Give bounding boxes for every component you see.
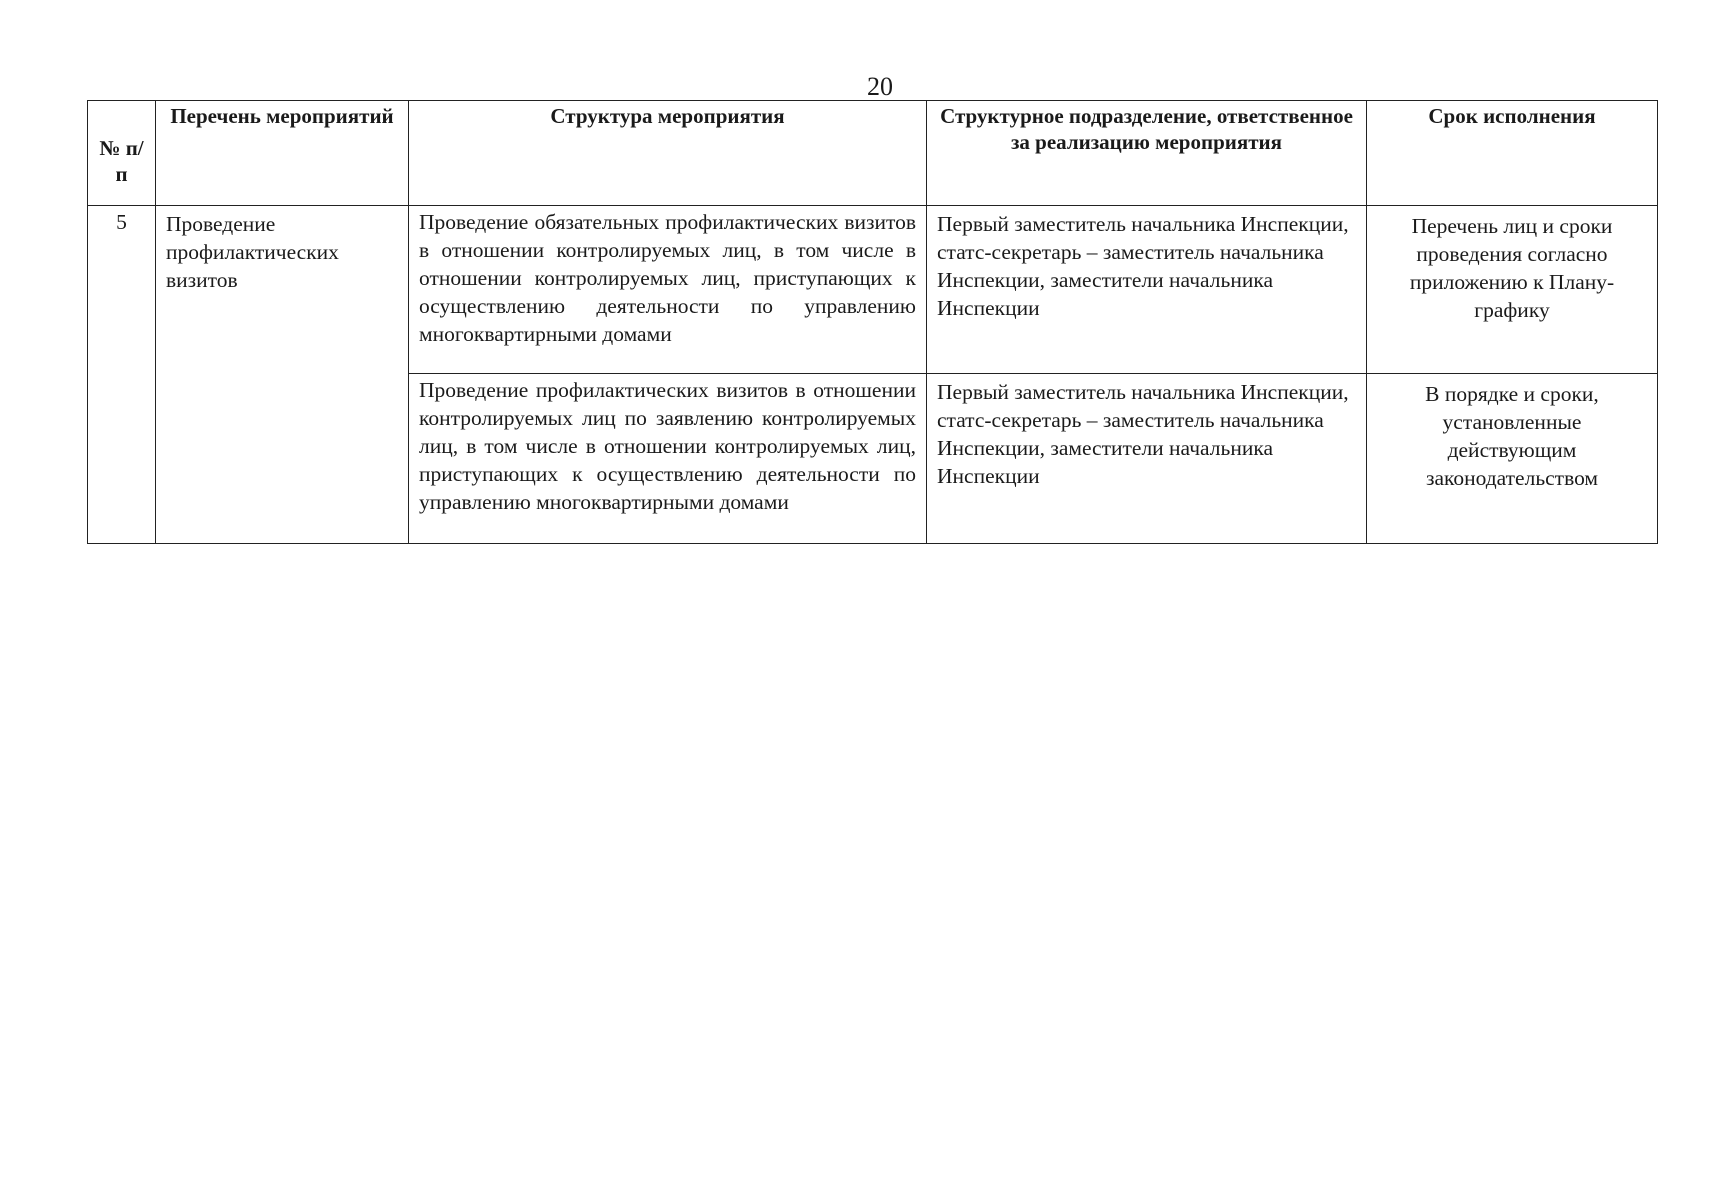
table-header-row bbox=[88, 101, 1658, 206]
row-number: 5 bbox=[88, 206, 156, 544]
structure-cell: Проведение профилактических визитов в отношении контролируемых лиц по заявлению контролируемых лиц, в том числе в отношении контролируемых лиц, приступающих к осуществлению деятельности по управлению многоквартирными домами bbox=[409, 374, 927, 544]
table-row bbox=[88, 206, 1658, 374]
activities-table bbox=[87, 100, 1658, 544]
structure-cell: Проведение обязательных профилактических визитов в отношении контролируемых лиц, в том числе в отношении контролируемых лиц, приступающих к осуществлению деятельности по управлению многоквартирными домами bbox=[409, 206, 927, 374]
deadline-cell: Перечень лиц и сроки проведения согласно приложению к Плану-графику bbox=[1367, 206, 1658, 374]
measure-name: Проведение профилактических визитов bbox=[156, 206, 409, 544]
responsible-cell: Первый заместитель начальника Инспекции, статс-секретарь – заместитель начальника Инспекции, заместители начальника Инспекции bbox=[927, 374, 1367, 544]
header-deadline: Срок исполнения bbox=[1367, 101, 1658, 206]
deadline-cell: В порядке и сроки, установленные действующим законодательством bbox=[1367, 374, 1658, 544]
header-measure-structure: Структура мероприятия bbox=[409, 101, 927, 206]
responsible-cell: Первый заместитель начальника Инспекции, статс-секретарь – заместитель начальника Инспекции, заместители начальника Инспекции bbox=[927, 206, 1367, 374]
header-number: № п/п bbox=[88, 101, 156, 206]
header-responsible-unit: Структурное подразделение, ответственное за реализацию мероприятия bbox=[927, 101, 1367, 206]
page-number: 20 bbox=[867, 72, 893, 101]
header-measures-list: Перечень мероприятий bbox=[156, 101, 409, 206]
